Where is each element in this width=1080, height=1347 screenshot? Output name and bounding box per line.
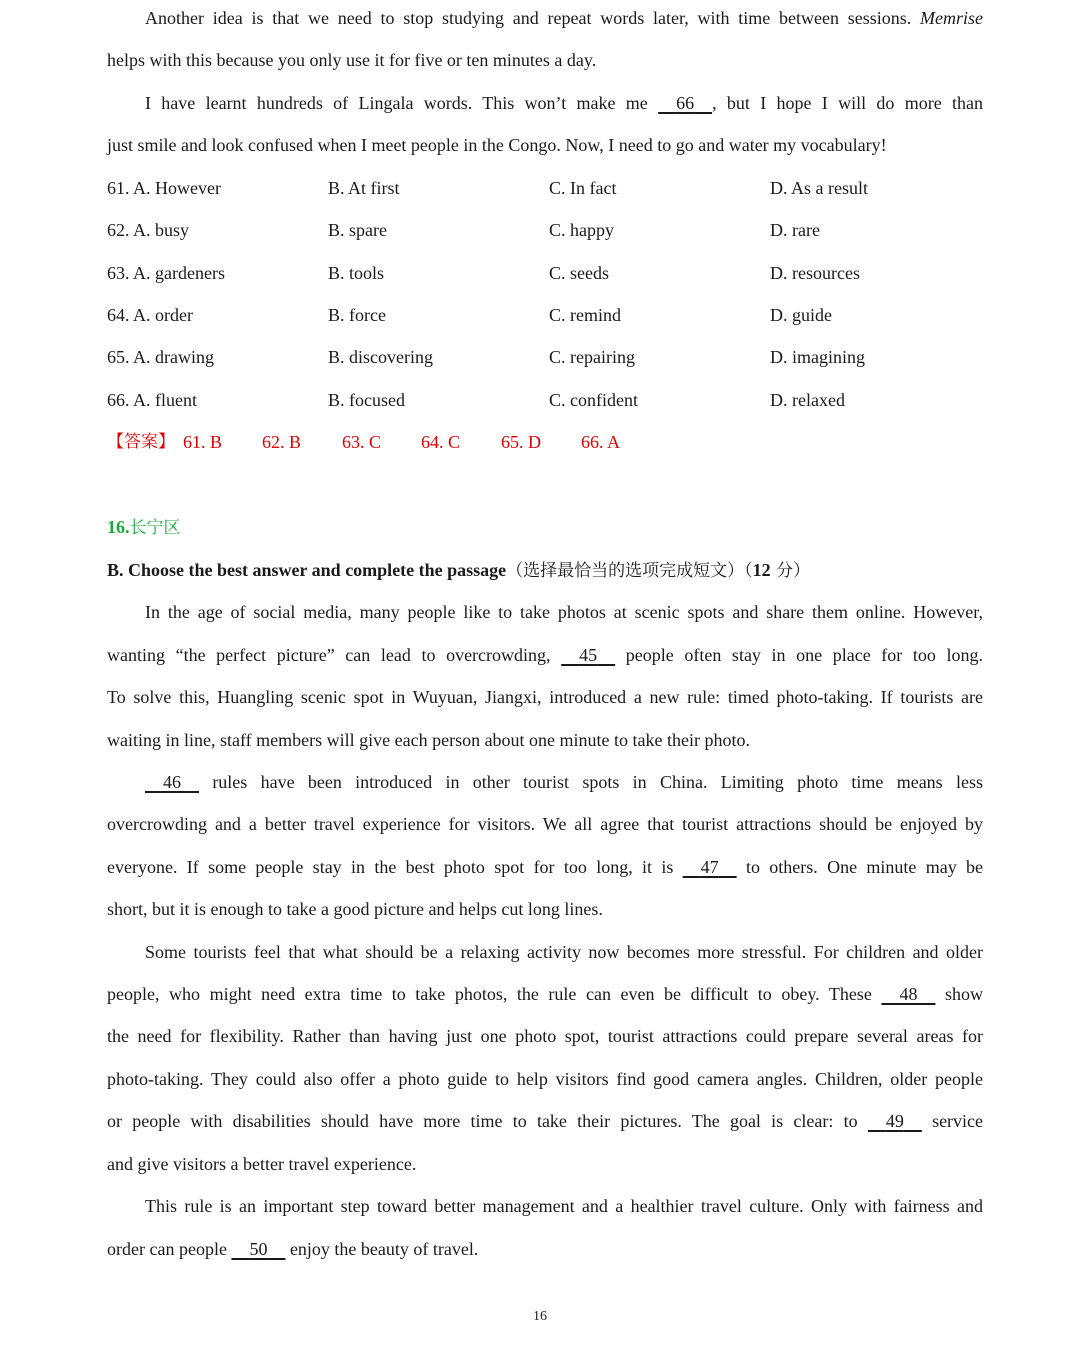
text: people often stay in one place for too long. [625, 645, 983, 665]
section-title [107, 515, 181, 539]
text: enjoy the beauty of travel. [289, 1239, 479, 1259]
option-a: 66. A. fluent [107, 390, 197, 410]
paragraph-line [107, 770, 983, 794]
paragraph-line: waiting in line, staff members will give each person about one minute to take their photo. [107, 730, 751, 750]
answer-item: 61. B [183, 432, 223, 452]
answer-item: 62. B [262, 432, 302, 452]
paragraph-line [107, 91, 983, 115]
paragraph-line: overcrowding and a better travel experience for visitors. We all agree that tourist attractions should be enjoyed by [107, 814, 983, 834]
text: service [932, 1111, 984, 1131]
option-b: B. focused [328, 390, 405, 410]
text: people, who might need extra time to take photos, the rule can even be difficult to obey. These [107, 984, 872, 1004]
heading-cn-end: 分） [770, 561, 811, 581]
paragraph-line: and give visitors a better travel experience. [107, 1154, 417, 1174]
answer-label: 【答案】 [107, 432, 175, 452]
option-c: C. happy [549, 220, 614, 240]
option-d: D. imagining [770, 347, 865, 367]
answer-item: 63. C [342, 432, 382, 452]
paragraph-line [107, 1109, 983, 1133]
text: I have learnt hundreds of Lingala words. This won’t make me [145, 93, 648, 113]
paragraph-line: Some tourists feel that what should be a relaxing activity now becomes more stressful. For children and older [145, 942, 983, 962]
text: everyone. If some people stay in the best photo spot for too long, it is [107, 857, 674, 877]
answer-item: 64. C [421, 432, 461, 452]
option-c: C. seeds [549, 263, 609, 283]
text: show [945, 984, 984, 1004]
heading-score: 12 [752, 560, 771, 580]
task-heading [107, 558, 810, 582]
page-number: 16 [533, 1309, 547, 1324]
option-d: D. resources [770, 263, 860, 283]
option-c: C. In fact [549, 178, 617, 198]
text: wanting “the perfect picture” can lead to overcrowding, [107, 645, 551, 665]
text: , but I hope I will do more than [712, 93, 983, 113]
blank-48: 48 [899, 984, 918, 1004]
paragraph-line: This rule is an important step toward better management and a healthier travel culture. Only with fairness and [145, 1196, 983, 1216]
answer-key [107, 430, 667, 454]
paragraph-line: To solve this, Huangling scenic spot in Wuyuan, Jiangxi, introduced a new rule: timed photo-taking. If tourists are [107, 687, 983, 707]
paragraph-line [107, 643, 983, 667]
option-a: 63. A. gardeners [107, 263, 225, 283]
question-row [107, 388, 983, 412]
blank-47: 47 [700, 857, 719, 877]
option-a: 65. A. drawing [107, 347, 214, 367]
blank-49: 49 [885, 1111, 904, 1131]
section-name: 长宁区 [129, 518, 181, 538]
section-number: 16. [107, 517, 130, 537]
option-b: B. discovering [328, 347, 433, 367]
text: rules have been introduced in other tourist spots in China. Limiting photo time means less [212, 772, 983, 792]
option-d: D. As a result [770, 178, 868, 198]
option-d: D. rare [770, 220, 820, 240]
option-d: D. guide [770, 305, 832, 325]
option-a: 64. A. order [107, 305, 193, 325]
answer-item: 66. A [581, 432, 621, 452]
paragraph-line: the need for flexibility. Rather than having just one photo spot, tourist attractions could prepare several areas for [107, 1026, 983, 1046]
option-c: C. confident [549, 390, 638, 410]
option-a: 62. A. busy [107, 220, 190, 240]
question-row [107, 345, 983, 369]
paragraph-line: short, but it is enough to take a good picture and helps cut long lines. [107, 899, 603, 919]
option-d: D. relaxed [770, 390, 845, 410]
question-row [107, 176, 983, 200]
heading-cn: （选择最恰当的选项完成短文）（ [506, 561, 753, 581]
blank-46: 46 [163, 772, 181, 792]
question-row [107, 261, 983, 285]
paragraph-line [107, 855, 983, 879]
paragraph-line: In the age of social media, many people like to take photos at scenic spots and share them online. However, [145, 602, 983, 622]
option-b: B. spare [328, 220, 387, 240]
paragraph-line [107, 1237, 983, 1261]
blank-50: 50 [249, 1239, 268, 1259]
paragraph-line: just smile and look confused when I meet people in the Congo. Now, I need to go and water my vocabulary! [107, 135, 887, 155]
blank-45: 45 [579, 645, 598, 665]
option-b: B. At first [328, 178, 400, 198]
app-name: Memrise [920, 8, 983, 28]
blank-66: 66 [676, 93, 695, 113]
option-c: C. remind [549, 305, 621, 325]
paragraph-line: photo-taking. They could also offer a photo guide to help visitors find good camera angles. Children, older people [107, 1069, 983, 1089]
text: order can people [107, 1239, 227, 1259]
paragraph-line [107, 6, 983, 30]
text: to others. One minute may be [745, 857, 984, 877]
answer-item: 65. D [501, 432, 541, 452]
option-b: B. tools [328, 263, 385, 283]
text: or people with disabilities should have more time to take their pictures. The goal is clear: to [107, 1111, 858, 1131]
option-b: B. force [328, 305, 386, 325]
paragraph-line [107, 982, 983, 1006]
heading-en: B. Choose the best answer and complete the passage [107, 560, 507, 580]
option-a: 61. A. However [107, 178, 221, 198]
option-c: C. repairing [549, 347, 635, 367]
text: Another idea is that we need to stop studying and repeat words later, with time between sessions. [145, 8, 912, 28]
question-row [107, 218, 983, 242]
paragraph-line: helps with this because you only use it for five or ten minutes a day. [107, 50, 597, 70]
question-row [107, 303, 983, 327]
